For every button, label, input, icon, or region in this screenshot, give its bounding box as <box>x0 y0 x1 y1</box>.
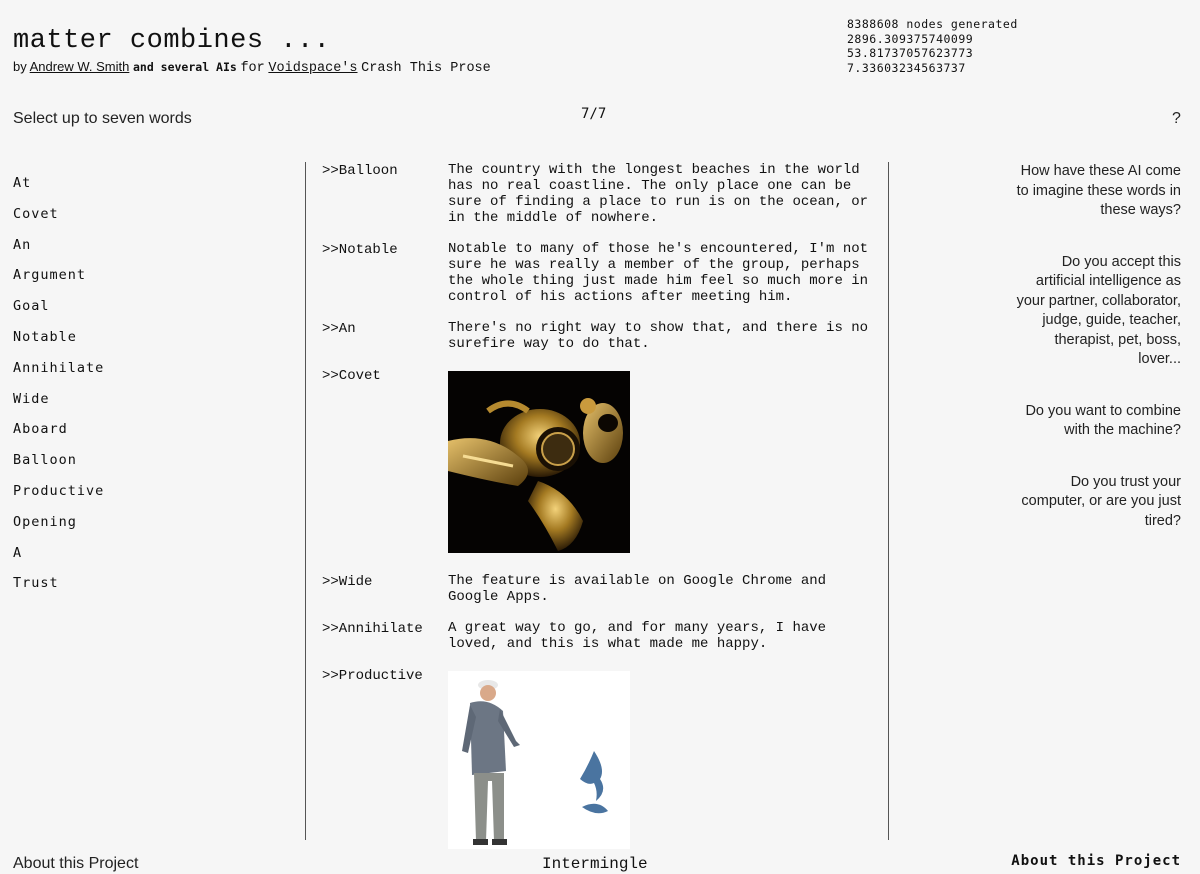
word-item[interactable]: Balloon <box>13 452 77 469</box>
entry-text: Notable to many of those he's encountered, I'm not sure he was really a member of the group, perhaps the whole thing just made him feel so much more in control of his actions after meeting him. <box>448 241 869 305</box>
entry-key: >>Notable <box>322 242 398 258</box>
page-title: matter combines ... <box>13 26 331 56</box>
entry-wide <box>322 573 882 605</box>
entry-an <box>322 320 882 352</box>
question-text: How have these AI come to imagine these words in these ways? <box>1016 163 1181 218</box>
entry-key: >>Covet <box>322 368 381 384</box>
entry-text: A great way to go, and for many years, I have loved, and this is what made me happy. <box>448 620 827 652</box>
word-item[interactable]: Annihilate <box>13 359 105 376</box>
byline-by: by <box>13 59 27 74</box>
entry-key: >>Productive <box>322 668 423 684</box>
word-item[interactable]: Aboard <box>13 421 68 438</box>
entry-key: >>An <box>322 321 356 337</box>
word-item[interactable]: At <box>13 175 32 191</box>
word-item[interactable]: Covet <box>13 205 59 222</box>
stat-line-2: 2896.309375740099 <box>847 31 974 46</box>
entry-key: >>Annihilate <box>322 621 423 637</box>
word-item[interactable]: An <box>13 236 32 253</box>
word-item[interactable]: Opening <box>13 513 77 530</box>
org-link[interactable]: Voidspace's <box>268 61 358 76</box>
word-item[interactable]: Notable <box>13 328 77 345</box>
stat-line-4: 7.33603234563737 <box>847 60 966 75</box>
byline <box>13 59 491 76</box>
word-item[interactable]: Productive <box>13 482 105 499</box>
entry-balloon <box>322 162 882 226</box>
intermingle-button[interactable]: Intermingle <box>542 855 648 873</box>
author-link[interactable]: Andrew W. Smith <box>29 59 130 74</box>
reflection-questions <box>1011 162 1181 563</box>
stat-nodes: 8388608 nodes generated <box>847 17 1018 31</box>
generation-stats <box>847 17 1018 75</box>
word-item[interactable]: Trust <box>13 575 59 592</box>
word-item[interactable]: Goal <box>13 298 50 315</box>
entry-key: >>Wide <box>322 574 373 590</box>
word-item[interactable]: Argument <box>13 267 87 284</box>
entry-notable <box>322 241 882 305</box>
word-list <box>13 175 104 606</box>
question-text: Do you trust your computer, or are you just tired? <box>1021 473 1181 529</box>
generated-image-gold-machine <box>448 371 630 553</box>
generated-image-man-and-bird <box>448 671 630 849</box>
entry-text: There's no right way to show that, and there is no surefire way to do that. <box>448 320 869 352</box>
about-link-right[interactable]: About this Project <box>1011 853 1181 869</box>
word-item[interactable]: A <box>13 544 23 561</box>
entry-key: >>Balloon <box>322 163 398 179</box>
select-prompt: Select up to seven words <box>13 110 192 127</box>
stat-line-3: 53.81737057623773 <box>847 46 974 60</box>
about-link-left[interactable]: About this Project <box>13 855 139 872</box>
entry-text: The country with the longest beaches in the world has no real coastline. The only place one can be sure of finding a place to run is on the ocean, or in the middle of nowhere. <box>448 162 869 226</box>
question-text: Do you want to combine with the machine? <box>1025 402 1181 438</box>
entry-productive <box>322 667 882 854</box>
question-text: Do you accept this artificial intelligence as your partner, collaborator, judge, guide, teacher, therapist, pet, boss, lover... <box>1016 253 1181 367</box>
left-divider <box>305 162 306 840</box>
byline-project: Crash This Prose <box>361 61 491 76</box>
entry-text: The feature is available on Google Chrome and Google Apps. <box>448 573 827 605</box>
selection-counter: 7/7 <box>581 106 607 122</box>
byline-ais: and several AIs <box>132 60 237 74</box>
entry-annihilate <box>322 620 882 652</box>
word-item[interactable]: Wide <box>13 390 50 407</box>
help-button[interactable]: ? <box>1172 110 1181 127</box>
right-divider <box>888 162 889 840</box>
generated-entries <box>322 162 882 869</box>
entry-covet <box>322 367 882 558</box>
byline-for: for <box>240 61 265 76</box>
